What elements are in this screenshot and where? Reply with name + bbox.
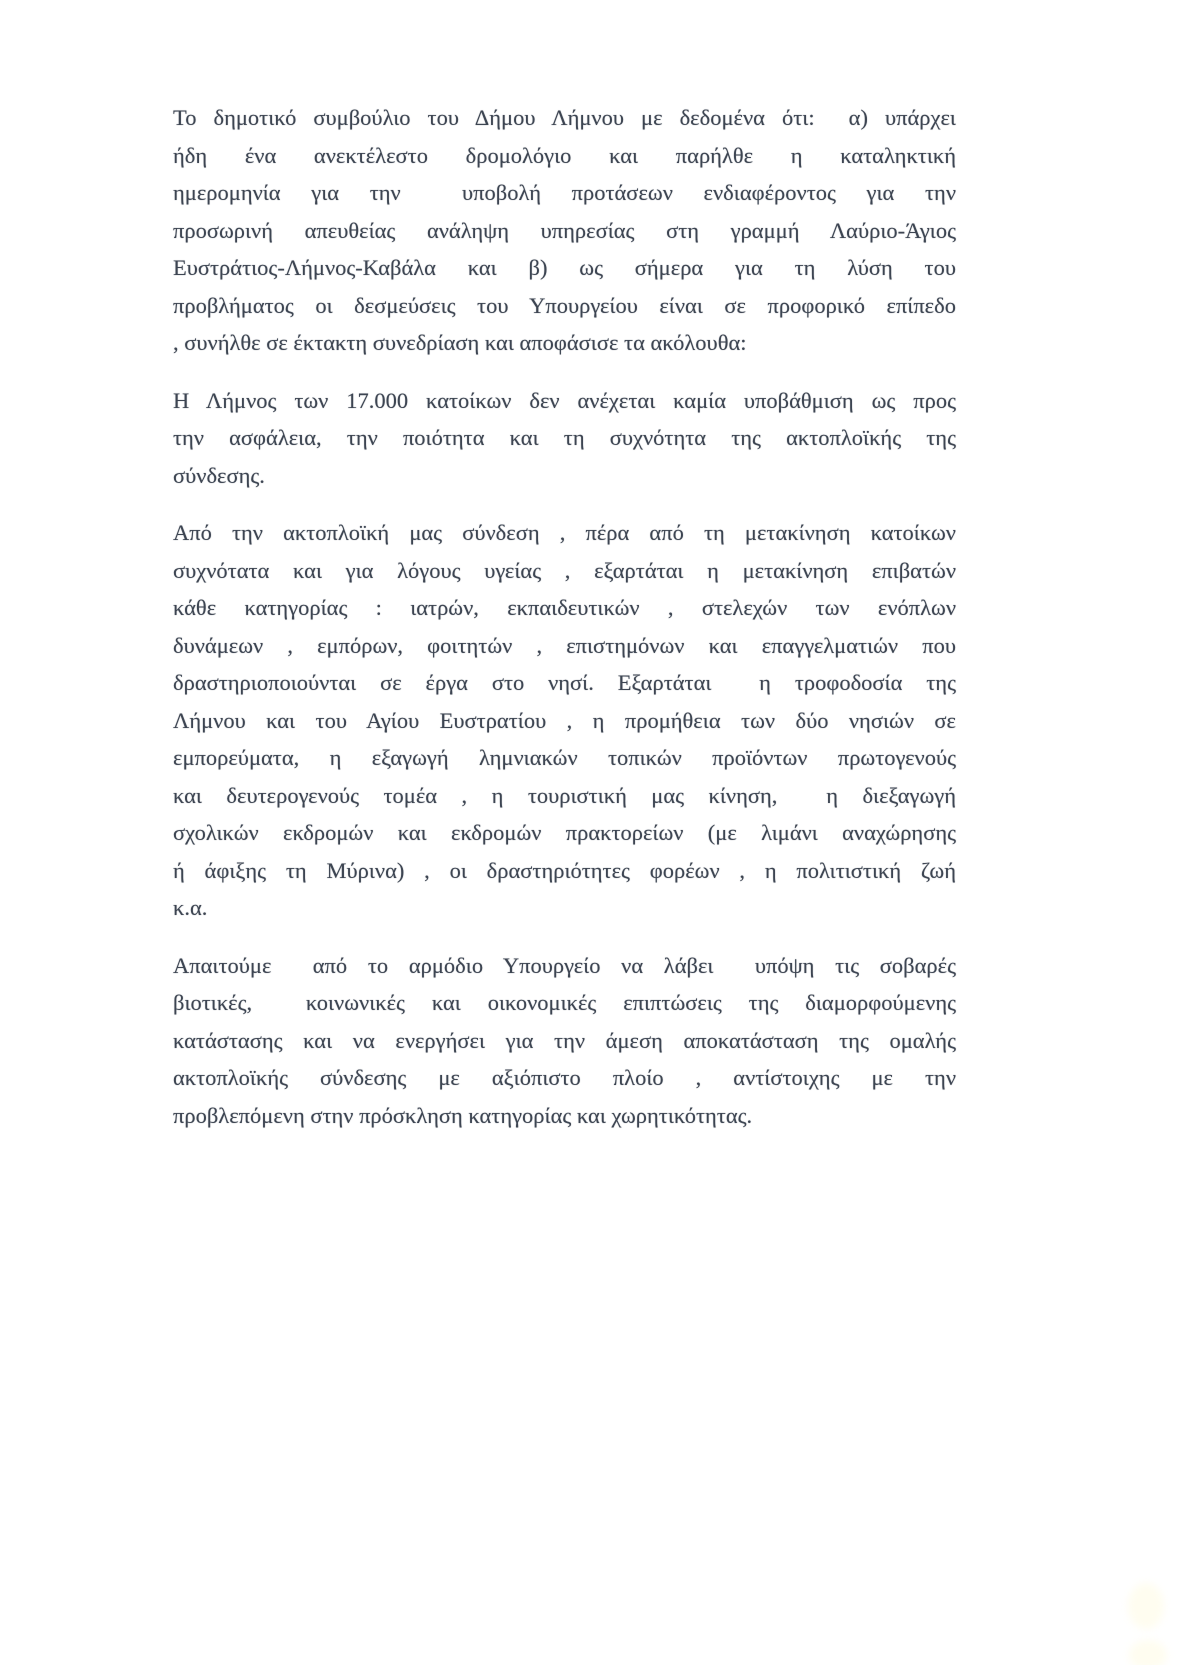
text-line: ή άφιξης τη Μύρινα) , οι δραστηριότητες φορέων , η πολιτιστική ζωή (173, 857, 956, 883)
paragraph (173, 947, 956, 1135)
text-line: κάθε κατηγορίας : ιατρών, εκπαιδευτικών , στελεχών των ενόπλων (173, 595, 956, 620)
text-line: κ.α. (173, 895, 208, 920)
text-line: κατάστασης και να ενεργήσει για την άμεση αποκατάσταση της ομαλής (173, 1027, 956, 1053)
paragraph (173, 382, 956, 495)
text-line: ήδη ένα ανεκτέλεστο δρομολόγιο και παρήλθε η καταληκτική (173, 142, 956, 168)
text-line: σύνδεσης. (173, 462, 265, 488)
text-line: εμπορεύματα, η εξαγωγή λημνιακών τοπικών προϊόντων πρωτογενούς (173, 745, 956, 770)
text-line: Η Λήμνος των 17.000 κατοίκων δεν ανέχεται καμία υποβάθμιση ως προς (173, 387, 956, 413)
letter-body (173, 99, 956, 1134)
text-line: προβλήματος οι δεσμεύσεις του Υπουργείου είναι σε προφορικό επίπεδο (173, 292, 956, 318)
text-line: και δευτερογενούς τομέα , η τουριστική μας κίνηση, η διεξαγωγή (173, 782, 956, 808)
text-line: δυνάμεων , εμπόρων, φοιτητών , επιστημόνων και επαγγελματιών που (173, 632, 956, 658)
text-line: Ευστράτιος-Λήμνος-Καβάλα και β) ως σήμερα για τη λύση του (173, 255, 956, 280)
text-line: προβλεπόμενη στην πρόσκληση κατηγορίας και χωρητικότητας. (173, 1102, 753, 1128)
text-line: συχνότατα και για λόγους υγείας , εξαρτάται η μετακίνηση επιβατών (173, 557, 956, 583)
scan-artifact (1129, 1640, 1167, 1665)
paragraph (173, 514, 956, 927)
text-line: , συνήλθε σε έκτακτη συνεδρίαση και αποφάσισε τα ακόλουθα: (173, 330, 747, 355)
text-line: Απαιτούμε από το αρμόδιο Υπουργείο να λάβει υπόψη τις σοβαρές (173, 952, 956, 978)
scan-artifact (1128, 1583, 1164, 1629)
text-line: Το δημοτικό συμβούλιο του Δήμου Λήμνου με δεδομένα ότι: α) υπάρχει (173, 105, 956, 130)
text-line: βιοτικές, κοινωνικές και οικονομικές επιπτώσεις της διαμορφούμενης (173, 990, 956, 1015)
text-line: Λήμνου και του Αγίου Ευστρατίου , η προμήθεια των δύο νησιών σε (173, 707, 956, 733)
text-line: ακτοπλοϊκής σύνδεσης με αξιόπιστο πλοίο , αντίστοιχης με την (173, 1065, 956, 1090)
text-line: την ασφάλεια, την ποιότητα και τη συχνότητα της ακτοπλοϊκής της (173, 425, 956, 450)
text-line: ημερομηνία για την υποβολή προτάσεων ενδιαφέροντος για την (173, 180, 956, 205)
paragraph (173, 99, 956, 362)
text-line: σχολικών εκδρομών και εκδρομών πρακτορείων (με λιμάνι αναχώρησης (173, 820, 956, 845)
text-line: δραστηριοποιούνται σε έργα στο νησί. Εξαρτάται η τροφοδοσία της (173, 670, 956, 695)
text-line: προσωρινή απευθείας ανάληψη υπηρεσίας στη γραμμή Λαύριο-Άγιος (173, 217, 956, 243)
text-line: Από την ακτοπλοϊκή μας σύνδεση , πέρα από τη μετακίνηση κατοίκων (173, 520, 956, 545)
